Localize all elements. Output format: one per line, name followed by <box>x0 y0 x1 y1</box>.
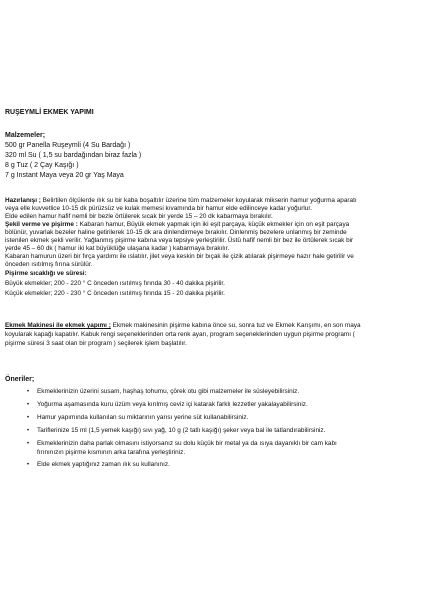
machine-line: Ekmek Makinesi ile ekmek yapımı ; Ekmek makinesinin pişirme kabına önce su, sonra tuz ve Ekmek Karışımı, en son maya <box>5 322 361 329</box>
ingredient-item: 320 ml Su ( 1,5 su bardağından biraz fazla ) <box>5 152 142 159</box>
bullet-icon: • <box>27 402 30 408</box>
bullet-icon: • <box>27 441 30 447</box>
shaping-line: istenilen ekmek şekli verilir. Yağlanmış pişirme kabına veya tepsiye yerleştirilir. Üstü hafif nemli bir bez ile örtülerek sıcak bir <box>5 237 354 244</box>
suggestion-item: Hamur yapımında kullanılan su miktarının yarısı yerine süt kullanabilirsiniz. <box>37 414 249 421</box>
shaping-line: Kabaran hamurun üzeri bir fırça yardımı ile ıslatılır, jilet veya keskin bir bıçak ile çizik atılarak pişirmeye hazır hale getirilir ve <box>5 253 354 260</box>
ingredient-item: 500 gr Panella Ruşeymli (4 Su Bardağı ) <box>5 142 131 149</box>
baking-line: Büyük ekmekler; 200 - 220 ° C önceden ısıtılmış fırında 30 - 40 dakika pişirilir. <box>5 280 225 287</box>
ingredient-item: 8 g Tuz ( 2 Çay Kaşığı ) <box>5 162 79 169</box>
machine-line: koyularak kapağı kapatılır. Kabuk rengi seçeneklerinden orta renk ayarı, program seçeneklerinden uygun pişirme programı ( <box>5 331 355 338</box>
shaping-line: yerde 45 – 60 dk ( hamur iki kat büyüklüğe ulaşana kadar ) kabarmaya bırakılır. <box>5 245 230 252</box>
bullet-icon: • <box>27 389 30 395</box>
suggestion-item: Elde ekmek yaptığınız zaman ılık su kullanınız. <box>37 461 170 468</box>
shaping-line: önceden ısıtılmış fırına sürülür. <box>5 261 93 268</box>
preparation-line: veya elle kuvvetlice 10-15 dk pürüzsüz ve kulak memesi kıvamında bir hamur elde edilinceye kadar yoğurlur. <box>5 205 312 212</box>
ingredients-heading: Malzemeler; <box>5 132 46 139</box>
suggestion-item: Ekmeklerinizin üzerini susam, haşhaş tohumu, çörek otu gibi malzemeler ile süsleyebilirsiniz. <box>37 388 300 395</box>
suggestion-item: Tariflerinize 15 ml (1,5 yemek kaşığı) sıvı yağ, 10 g (2 tatlı kaşığı) şeker veya bal ile tatlandırabilirsiniz. <box>37 427 326 434</box>
bullet-icon: • <box>27 462 30 468</box>
document-title: RUŞEYMLİ EKMEK YAPIMI <box>5 109 94 116</box>
shaping-label: Şekil verme ve pişirme : <box>5 221 78 228</box>
suggestion-item: Ekmeklerinizin daha parlak olmasını istiyorsanız su dolu küçük bir metal ya da ısıya dayanıklı bir cam kabı <box>37 440 337 447</box>
machine-line: pişirme süresi 3 saat olan bir program ) seçilerek işlem başlatılır. <box>5 340 187 347</box>
machine-label: Ekmek Makinesi ile ekmek yapımı ; <box>5 322 111 329</box>
bullet-icon: • <box>27 428 30 434</box>
suggestion-item-continued: fırınınızın pişirme kısmının arka tarafına yerleştiriniz. <box>37 449 186 456</box>
baking-heading: Pişirme sıcaklığı ve süresi: <box>5 270 87 277</box>
preparation-label: Hazırlanışı ; <box>5 197 41 204</box>
ingredient-item: 7 g Instant Maya veya 20 gr Yaş Maya <box>5 172 124 179</box>
suggestions-heading: Öneriler; <box>5 376 35 383</box>
shaping-line: Şekil verme ve pişirme : Kabaran hamur, Büyük ekmek yapmak için iki eşit parçaya, küçük ekmekler için on eşit parçaya <box>5 221 350 228</box>
suggestion-item: Yoğurma aşamasında kuru üzüm veya kırılmış ceviz içi katarak farklı lezzetler yakalayabilirsiniz. <box>37 401 308 408</box>
preparation-line: Hazırlanışı ; Belirtilen ölçülerde ılık su bir kaba boşaltılır üzerine tüm malzemeler koyularak mikserin hamur yoğurma aparatı <box>5 197 357 204</box>
baking-line: Küçük ekmekler; 220 - 230 ° C önceden ısıtılmış fırında 15 - 20 dakika pişirilir. <box>5 290 225 297</box>
shaping-line: bölünür, yuvarlak bezeler haline getirilerek 10-15 dk ara dinlendirmeye bırakılır. Dinlenmiş bezelere unlanmış bir zeminde <box>5 229 347 236</box>
preparation-line: Elde edilen hamur hafif nemli bir bezle örtülerek sıcak bir yerde 15 – 20 dk kabarmaya bırakılır. <box>5 213 273 220</box>
bullet-icon: • <box>27 415 30 421</box>
